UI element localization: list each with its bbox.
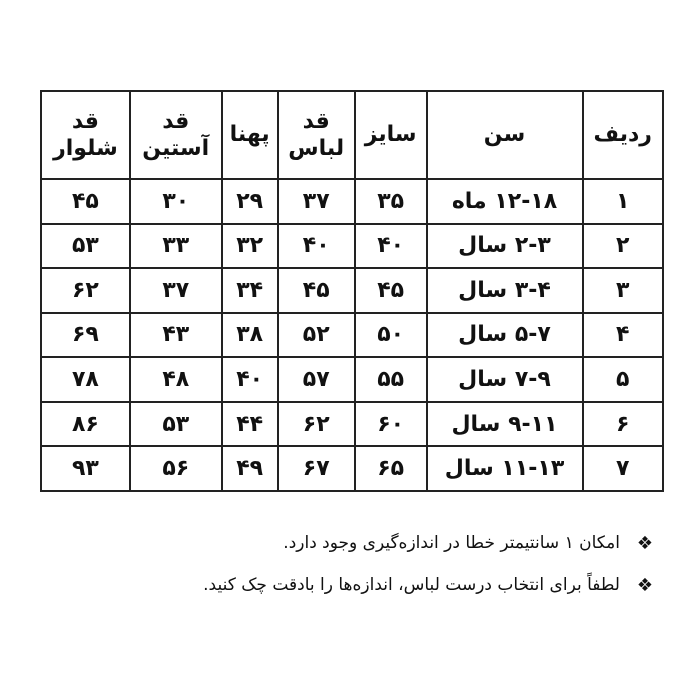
cell-width: ۴۹ [222,446,278,491]
cell-row-number: ۱ [583,179,664,224]
header-label: قد [71,108,99,134]
note-text: امکان ۱ سانتیمتر خطا در اندازه‌گیری وجود دارد. [283,533,620,553]
cell-size: ۵۵ [355,357,427,402]
header-label: پهنا [229,122,270,148]
header-garment-length [278,91,355,179]
table-row [41,357,663,402]
header-label: سایز [364,122,417,148]
header-row-number [583,91,664,179]
cell-pants-length: ۵۳ [41,224,130,269]
cell-age: ۲-۳ سال [427,224,583,269]
cell-sleeve-length: ۳۷ [130,268,222,313]
cell-width: ۴۴ [222,402,278,447]
header-label: ردیف [593,122,652,148]
cell-width: ۳۸ [222,313,278,358]
cell-age: ۵-۷ سال [427,313,583,358]
cell-size: ۵۰ [355,313,427,358]
note-item [38,566,658,604]
header-width [222,91,278,179]
header-pants-length [41,91,130,179]
cell-garment-length: ۵۲ [278,313,355,358]
table-header [41,91,663,179]
cell-sleeve-length: ۳۳ [130,224,222,269]
diamond-bullet-icon: ❖ [636,574,654,596]
table-body [41,179,663,491]
header-label: قد [302,108,330,134]
cell-pants-length: ۶۹ [41,313,130,358]
cell-size: ۶۰ [355,402,427,447]
cell-row-number: ۳ [583,268,664,313]
header-label: لباس [288,136,345,161]
cell-width: ۴۰ [222,357,278,402]
cell-pants-length: ۶۲ [41,268,130,313]
notes-list [38,524,658,608]
size-chart-table [40,90,664,492]
cell-pants-length: ۷۸ [41,357,130,402]
cell-garment-length: ۶۷ [278,446,355,491]
header-label: شلوار [53,136,118,161]
cell-garment-length: ۶۲ [278,402,355,447]
cell-width: ۳۲ [222,224,278,269]
table-row [41,446,663,491]
cell-row-number: ۲ [583,224,664,269]
table-row [41,402,663,447]
cell-sleeve-length: ۳۰ [130,179,222,224]
cell-row-number: ۵ [583,357,664,402]
cell-sleeve-length: ۵۶ [130,446,222,491]
cell-garment-length: ۵۷ [278,357,355,402]
cell-width: ۳۴ [222,268,278,313]
cell-width: ۲۹ [222,179,278,224]
table-row [41,224,663,269]
header-size [355,91,427,179]
cell-sleeve-length: ۴۸ [130,357,222,402]
cell-age: ۷-۹ سال [427,357,583,402]
cell-age: ۹-۱۱ سال [427,402,583,447]
cell-sleeve-length: ۵۳ [130,402,222,447]
table-row [41,268,663,313]
header-label: قد [162,108,190,134]
cell-size: ۴۵ [355,268,427,313]
cell-row-number: ۷ [583,446,664,491]
cell-age: ۳-۴ سال [427,268,583,313]
cell-size: ۴۰ [355,224,427,269]
header-sleeve-length [130,91,222,179]
header-label: سن [483,122,526,148]
note-item [38,524,658,562]
cell-garment-length: ۴۵ [278,268,355,313]
cell-garment-length: ۴۰ [278,224,355,269]
cell-age: ۱۲-۱۸ ماه [427,179,583,224]
cell-garment-length: ۳۷ [278,179,355,224]
cell-pants-length: ۸۶ [41,402,130,447]
cell-age: ۱۱-۱۳ سال [427,446,583,491]
cell-size: ۶۵ [355,446,427,491]
header-label: آستین [142,136,210,161]
table-row [41,179,663,224]
note-text: لطفاً برای انتخاب درست لباس، اندازه‌ها را بادقت چک کنید. [203,575,620,595]
diamond-bullet-icon: ❖ [636,532,654,554]
table-row [41,313,663,358]
cell-sleeve-length: ۴۳ [130,313,222,358]
cell-size: ۳۵ [355,179,427,224]
header-row [41,91,663,179]
cell-pants-length: ۴۵ [41,179,130,224]
cell-pants-length: ۹۳ [41,446,130,491]
cell-row-number: ۴ [583,313,664,358]
cell-row-number: ۶ [583,402,664,447]
header-age [427,91,583,179]
